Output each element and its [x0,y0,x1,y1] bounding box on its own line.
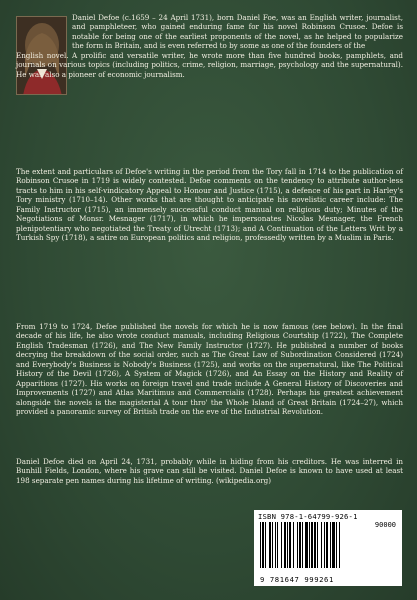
barcode-box [254,510,402,586]
bio-paragraph-1-head: Daniel Defoe (c.1659 – 24 April 1731), born Daniel Foe, was an English writer, journalist, and pamphleteer, who gained enduring fame for his novel Robinson Crusoe. Defoe is notable for being one of the earliest proponents of the novel, as he helped to popularize the form in Britain, and is even referred to by some as one of the founders of the [72,13,403,51]
bio-paragraph-2: The extent and particulars of Defoe's writing in the period from the Tory fall in 1714 to the publication of Robinson Crusoe in 1719 is widely contested. Defoe comments on the tendency to attribute author-less tracts to him in his self-vindicatory Appeal to Honour and Justice (1715), a defence of his part in Harley's Tory ministry (1710–14). Other works that are thought to anticipate his novelistic career include: The Family Instructor (1715), an immensely successful conduct manual on religious duty; Minutes of the Negotiations of Monsr. Mesnager (1717), in which he impersonates Nicolas Mesnager, the French plenipotentiary who negotiated the Treaty of Utrecht (1713); and A Continuation of the Letters Writ by a Turkish Spy (1718), a satire on European politics and religion, professedly written by a Muslim in Paris. [16,167,403,243]
bio-paragraph-1-tail: English novel. A prolific and versatile writer, he wrote more than five hundred books, pamphlets, and journals on various topics (including politics, crime, religion, marriage, psychology and the supernatural). He was also a pioneer of economic journalism. [16,50,403,79]
price-code: 90000 [374,521,396,529]
bio-paragraph-3: From 1719 to 1724, Defoe published the novels for which he is now famous (see below). In the final decade of his life, he also wrote conduct manuals, including Religious Courtship (1722), The Complete English Tradesman (1726), and The New Family Instructor (1727). He published a number of books decrying the breakdown of the social order, such as The Great Law of Subordination Considered (1724) and Everybody's Business is Nobody's Business (1725), and works on the supernatural, like The Political History of the Devil (1726), A System of Magick (1726), and An Essay on the History and Reality of Apparitions (1727). His works on foreign travel and trade include A General History of Discoveries and Improvements (1727) and Atlas Maritimus and Commercialis (1728). Perhaps his greatest achievement alongside the novels is the magisterial A tour thro' the Whole Island of Great Britain (1724–27), which provided a panoramic survey of British trade on the eve of the Industrial Revolution. [16,322,403,417]
bio-paragraph-1 [16,13,403,79]
barcode-digits: 9 781647 999261 [260,575,334,584]
bio-paragraph-4: Daniel Defoe died on April 24, 1731, probably while in hiding from his creditors. He was interred in Bunhill Fields, London, where his grave can still be visited. Daniel Defoe is known to have used at least 198 separate pen names during his lifetime of writing. (wikipedia.org) [16,457,403,485]
barcode-bars [260,522,370,572]
isbn-label: ISBN 978-1-64799-926-1 [258,512,358,521]
